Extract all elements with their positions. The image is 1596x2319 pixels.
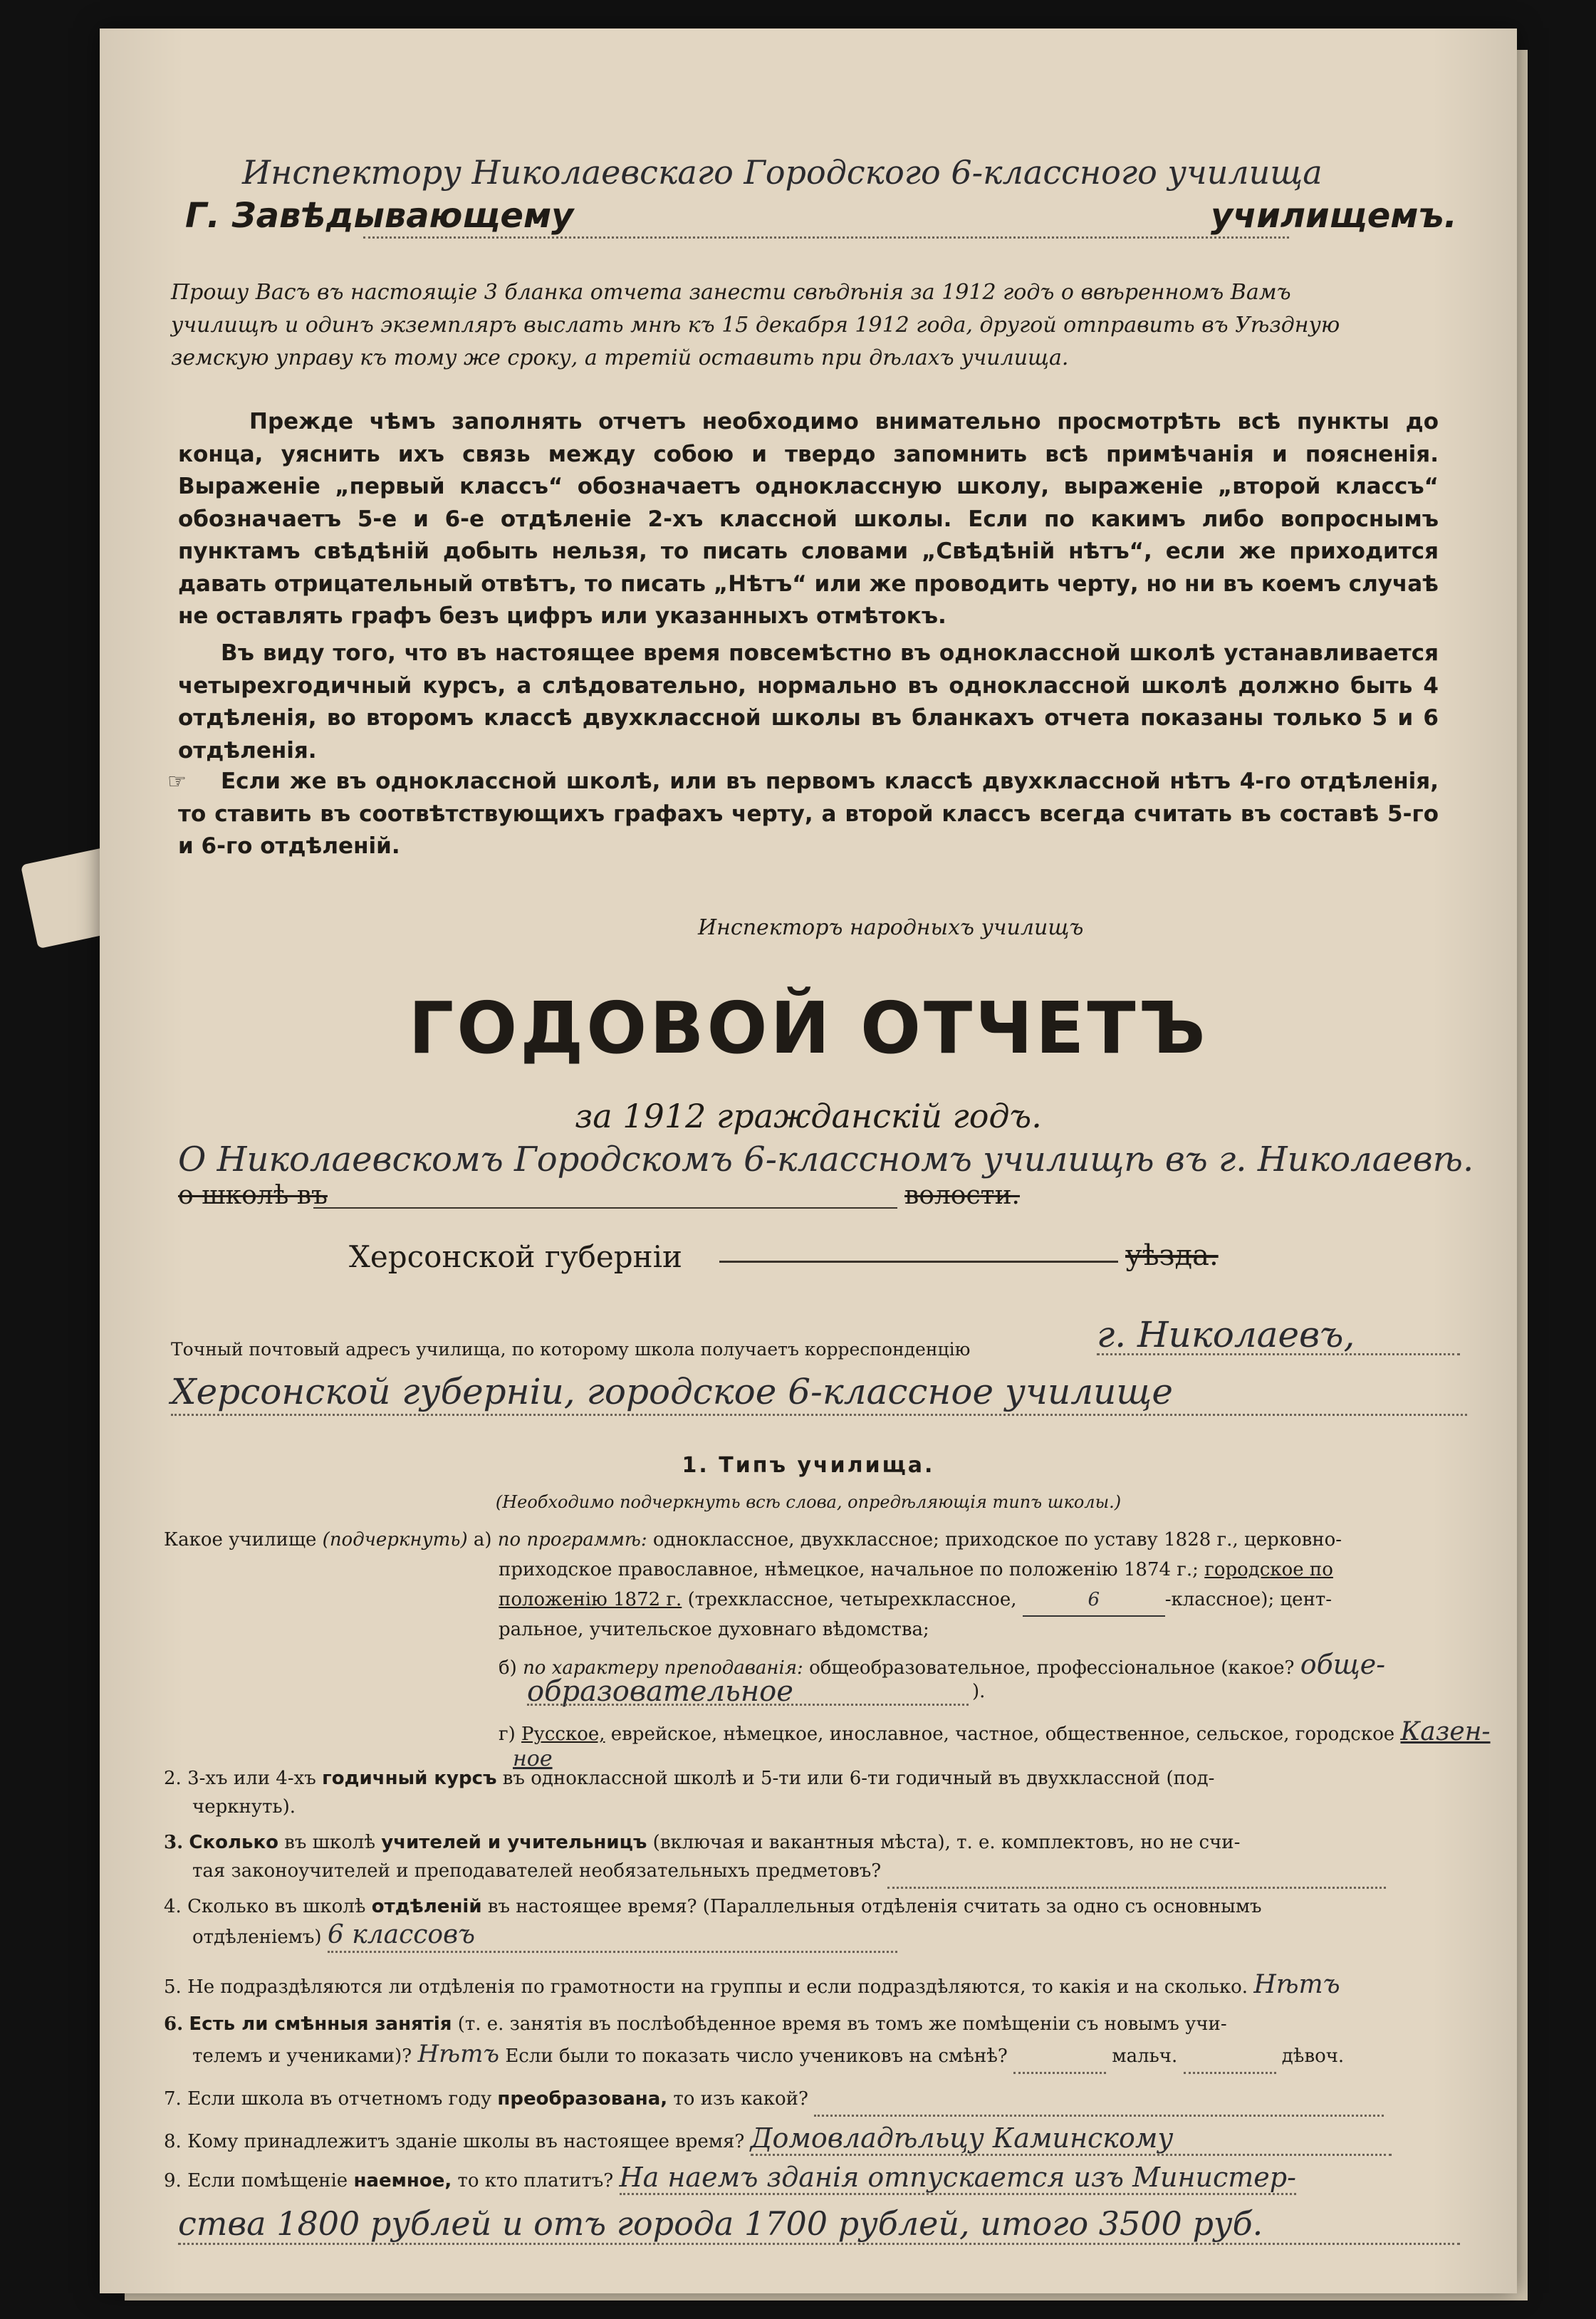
q4-b: отдѣленій [371,1896,482,1917]
q5-hand: Нѣтъ [1253,1970,1340,1999]
q1-label: Какое училище [164,1529,317,1551]
section-1-heading: 1. Типъ училища. [682,1453,935,1478]
q3-f [192,1855,1496,1889]
q1a-line4: ральное, учительское духовнаго вѣдомства; [499,1619,929,1640]
q6-hand: Нѣтъ [417,2040,500,2068]
gubernia-strike-line [719,1261,1118,1263]
request-line: Прошу Васъ въ настоящіе 3 бланка отчета занести свѣдѣнія за 1912 годъ о ввѣренномъ Вамъ [171,280,1291,305]
q1g-hand: Казен- [1400,1717,1491,1746]
instruction-paragraph-2: Въ виду того, что въ настоящее время повсемѣстно въ одноклассной школѣ устанавливается четырехгодичный курсъ, а слѣдовательно, нормально въ одноклассной школѣ должно быть 4 отдѣленія, во второмъ классѣ двухклассной школы въ бланкахъ отчета показаны только 5 и 6 отдѣленія. [178,640,1439,764]
q1a-prog: по программѣ: [497,1529,647,1551]
q6-d: телемъ и учениками)? [192,2046,412,2067]
q3-b: Сколько [189,1832,279,1853]
school-line-left [313,1207,897,1209]
q1b-prefix: б) [499,1657,517,1679]
struck-school-label: о школѣ въ [178,1181,328,1210]
address-line-2 [171,1414,1467,1416]
q6-boys-line [1013,2041,1106,2074]
request-line: училищѣ и одинъ экземпляръ выслать мнѣ къ 15 декабря 1912 года, другой отправить въ Уѣздную [171,313,1340,338]
report-form-page [100,28,1517,2293]
q8-hand: Домовладѣльцу Каминскому [751,2122,1392,2156]
question-3 [164,1827,1467,1858]
struck-volost-label: волости. [904,1181,1020,1210]
q2-c: въ одноклассной школѣ и 5-ти или 6-ти годичный въ двухклассной (под- [502,1768,1215,1789]
q6-g: дѣвоч. [1281,2046,1345,2067]
q3-answer-line [887,1855,1386,1889]
q8-text: 8. Кому принадлежитъ зданіе школы въ настоящее время? [164,2131,745,2152]
q1a-prefix: а) [473,1529,492,1551]
addressee-left: Г. Завѣдывающему [185,196,574,236]
q5-text: 5. Не подраздѣляются ли отдѣленія по грамотности на группы и если подраздѣляются, то какія и на сколько. [164,1976,1248,1998]
q1a-polozhenie: положенію 1872 г. [499,1589,682,1610]
q4-d [192,1919,1496,1953]
q9-hand-2: ства 1800 рублей и отъ города 1700 рублей, итого 3500 руб. [178,2204,1460,2245]
gubernia-label: Херсонской губерніи [349,1239,683,1274]
struck-uezd-label: уѣзда. [1125,1239,1219,1272]
question-1g [499,1716,1496,1750]
report-title: ГОДОВОЙ ОТЧЕТЪ [408,986,1209,1070]
request-line: земскую управу къ тому же сроку, а третій оставить при дѣлахъ училища. [171,345,1069,370]
question-1a [164,1524,1467,1555]
q6-girls-line [1184,2041,1276,2074]
q3-c: въ школѣ [284,1832,375,1853]
q6-line2 [192,2038,1496,2074]
q7-b: преобразована, [497,2088,668,2110]
instruction-paragraph-1: Прежде чѣмъ заполнять отчетъ необходимо внимательно просмотрѣть всѣ пункты до конца, уяснить ихъ связь между собою и твердо запомнить всѣ примѣчанія и поясненія. Выраженіе „первый классъ“ обозначаетъ одноклассную школу, выраженіе „второй классъ“ обозначаетъ 5-е и 6-е отдѣленіе 2-хъ классной школы. Если по какимъ либо вопроснымъ пунктамъ свѣдѣній добыть нельзя, то писать словами „Свѣдѣній нѣтъ“, если же приходится давать отрицательный отвѣтъ, то писать „Нѣтъ“ или же проводить черту, но ни въ коемъ случаѣ не оставлять графъ безъ цифръ или указанныхъ отмѣтокъ. [178,409,1439,629]
question-2 [164,1763,1467,1794]
q1b-line [527,1704,969,1706]
question-4 [164,1891,1467,1922]
q3-e: (включая и вакантныя мѣста), т. е. комплектовъ, но не счи- [652,1832,1241,1853]
section-1-note: (Необходимо подчеркнуть всѣ слова, опредѣляющія типъ школы.) [495,1492,1122,1512]
question-1a-line2 [499,1554,1467,1585]
q7-a: 7. Если школа въ отчетномъ году [164,2088,492,2110]
q1b-label: по характеру преподаванія: [523,1657,803,1679]
instruction-paragraph-3: Если же въ одноклассной школѣ, или въ первомъ классѣ двухклассной нѣтъ 4-го отдѣленія, то ставить въ соотвѣтствующихъ графахъ черту, а второй классъ всегда считать въ составѣ 5-го и 6-го отдѣленій. [178,768,1439,859]
q1b-close: ). [972,1681,986,1702]
question-7 [164,2083,1467,2117]
question-5 [164,1969,1467,2003]
report-subtitle: за 1912 гражданскій годъ. [575,1097,1042,1135]
question-8 [164,2122,1467,2157]
question-9 [164,2162,1467,2196]
q6-e: Если были то показать число учениковъ на смѣнѣ? [505,2046,1008,2067]
q7-c: то изъ какой? [673,2088,808,2110]
inspector-signature: Инспекторъ народныхъ училищъ [698,915,1084,940]
q1a-gorodskoe: городское по [1204,1559,1333,1580]
q1b-hand-2: образовательное [527,1675,793,1708]
handwritten-addressee: Инспектору Николаевскаго Городского 6-классного училища [242,153,1323,192]
q1g-prefix: г) [499,1724,516,1745]
q9-b: наемное, [353,2170,452,2192]
q4-hand: 6 классовъ [328,1919,897,1953]
q1g-hand-2: ное [513,1746,553,1771]
q6-num: 6. [164,2013,184,2035]
q3-num: 3. [164,1832,184,1853]
q1a-hand-six: 6 [1023,1584,1165,1617]
address-handwritten-city: г. Николаевъ, [1097,1314,1355,1355]
addressee-right: училищемъ. [1211,196,1457,236]
question-6 [164,2008,1467,2040]
q2-a: 2. 3-хъ или 4-хъ [164,1768,316,1789]
request-text [171,276,1446,375]
q2-d: черкнуть). [192,1796,296,1818]
address-label: Точный почтовый адресъ училища, по которому школа получаетъ корреспонденцію [171,1339,971,1360]
q1b-text: общеобразовательное, профессіональное (какое? [809,1657,1295,1679]
q9-c: то кто платитъ? [457,2170,614,2192]
school-name-handwritten: О Николаевскомъ Городскомъ 6-классномъ училищѣ въ г. Николаевѣ. [178,1140,1474,1179]
pointing-hand-icon: ☞ [167,769,187,794]
q4-a: 4. Сколько въ школѣ [164,1896,366,1917]
q3-d: учителей и учительницъ [381,1832,647,1853]
address-handwritten-school: Херсонской губерніи, городское 6-классное училище [171,1371,1173,1412]
q1b-hand: обще- [1300,1649,1386,1680]
q4-d-text: отдѣленіемъ) [192,1927,322,1948]
q3-f-text: тая законоучителей и преподавателей необязательныхъ предметовъ? [192,1860,882,1882]
q6-c: (т. е. занятія въ послѣобѣденное время въ томъ же помѣщеніи съ новымъ учи- [457,2013,1227,2035]
q6-f: мальч. [1112,2046,1178,2067]
q1a-line1: одноклассное, двухклассное; приходское по уставу 1828 г., церковно- [652,1529,1342,1551]
q9-hand-1: На наемъ зданія отпускается изъ Министер- [620,2162,1296,2195]
q1a-line3c: -классное); цент- [1164,1589,1332,1610]
q1g-text: еврейское, нѣмецкое, инославное, частное, общественное, сельское, городское [610,1724,1395,1745]
q4-c: въ настоящее время? (Параллельныя отдѣленія считать за одно съ основнымъ [487,1896,1262,1917]
q7-answer-line [814,2083,1384,2117]
q1a-line2: приходское православное, нѣмецкое, начальное по положенію 1874 г.; [499,1559,1199,1580]
q2-b: годичный курсъ [322,1768,497,1789]
q1g-russkoe: Русское, [521,1724,605,1745]
q1-label-note: (подчеркнуть) [322,1529,468,1551]
q9-a: 9. Если помѣщеніе [164,2170,348,2192]
q1a-types: (трехклассное, четырехклассное, [687,1589,1017,1610]
question-1a-line3 [499,1584,1467,1617]
q6-b: Есть ли смѣнныя занятія [189,2013,452,2035]
address-line-1 [1097,1353,1460,1355]
